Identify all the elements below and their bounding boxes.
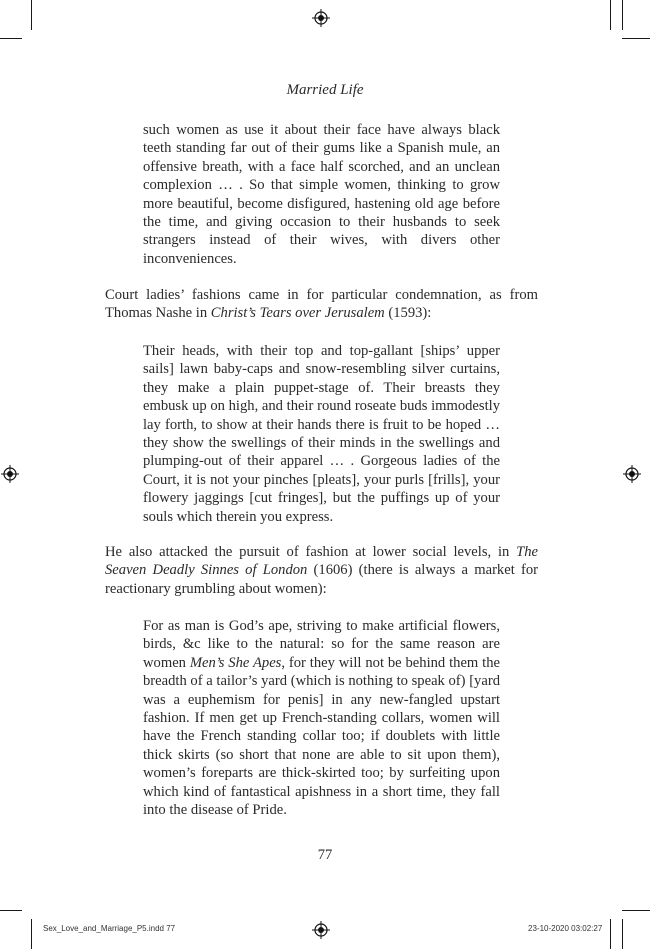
- paragraph-text: He also attacked the pursuit of fashion at lower social levels, in: [105, 544, 517, 560]
- crop-mark: [610, 0, 611, 30]
- body-paragraph: [105, 286, 538, 323]
- running-head: Married Life: [286, 82, 364, 98]
- slug-timestamp: 23-10-2020 03:02:27: [528, 924, 603, 933]
- page-number: 77: [317, 847, 333, 863]
- registration-mark-icon: [623, 465, 641, 483]
- crop-mark: [622, 38, 650, 39]
- quote-text: Their heads, with their top and top-gallant [ships’ upper sails] lawn baby-caps and snow-resembling silver curtains, they make a plain puppet-stage of. Their breasts they embusk up on high, and their round roseate buds immodestly lay forth, to show at their hands there is fruit to be hoped … they show the swellings of their minds in the swellings and plumping-out of their apparel … . Gorgeous ladies of the Court, it is not your pinches [pleats], your purls [frills], your flowery jaggings [cut fringes], but the puffings up of your souls which therein you express.: [143, 343, 500, 525]
- block-quote: [143, 121, 500, 268]
- work-title: Men’s She Apes: [189, 654, 282, 671]
- work-title: The Seaven Deadly Sinnes of London: [105, 544, 538, 579]
- work-title: Christ’s Tears over Jerusalem: [210, 305, 385, 322]
- crop-mark: [622, 919, 623, 949]
- crop-mark: [0, 910, 22, 911]
- body-paragraph: [105, 543, 538, 598]
- slug-filename: Sex_Love_and_Marriage_P5.indd 77: [43, 924, 176, 933]
- crop-mark: [622, 0, 623, 30]
- paragraph-text: Court ladies’ fashions came in for particular condemnation, as from Thomas Nashe in: [105, 287, 538, 322]
- registration-mark-icon: [1, 465, 19, 483]
- crop-mark: [622, 910, 650, 911]
- crop-mark: [31, 0, 32, 30]
- crop-mark: [0, 38, 22, 39]
- quote-text: , for they will not be behind them the breadth of a tailor’s yard (which is nothing to speak of) [yard was a euphemism for penis] in any new-fangled upstart fashion. If men get up French-standing collars, women will have the French standing collar too; if doublets with little thick skirts (so short that none are able to sit upon them), women’s foreparts are thick-skirted too; by surfeiting upon which kind of fantastical apishness in a short time, they fall into the disease of Pride.: [143, 654, 500, 819]
- registration-mark-icon: [312, 921, 330, 939]
- crop-mark: [31, 919, 32, 949]
- paragraph-text: (1606) (there is always a market for reactionary grumbling about women):: [105, 562, 538, 597]
- block-quote: [143, 617, 500, 819]
- paragraph-text: (1593):: [384, 305, 432, 322]
- quote-text: For as man is God’s ape, striving to make artificial flowers, birds, &c like to the natural: so for the same reason are women: [143, 618, 500, 671]
- crop-mark: [610, 919, 611, 949]
- block-quote: [143, 342, 500, 526]
- registration-mark-icon: [312, 9, 330, 27]
- quote-text: such women as use it about their face have always black teeth standing far out of their gums like a Spanish mule, an offensive breath, with a face half scorched, and an unclean complexion … . So that simple women, thinking to grow more beautiful, become disfigured, hastening old age before the time, and giving occasion to their husbands to seek strangers instead of their wives, with divers other inconveniences.: [143, 122, 500, 267]
